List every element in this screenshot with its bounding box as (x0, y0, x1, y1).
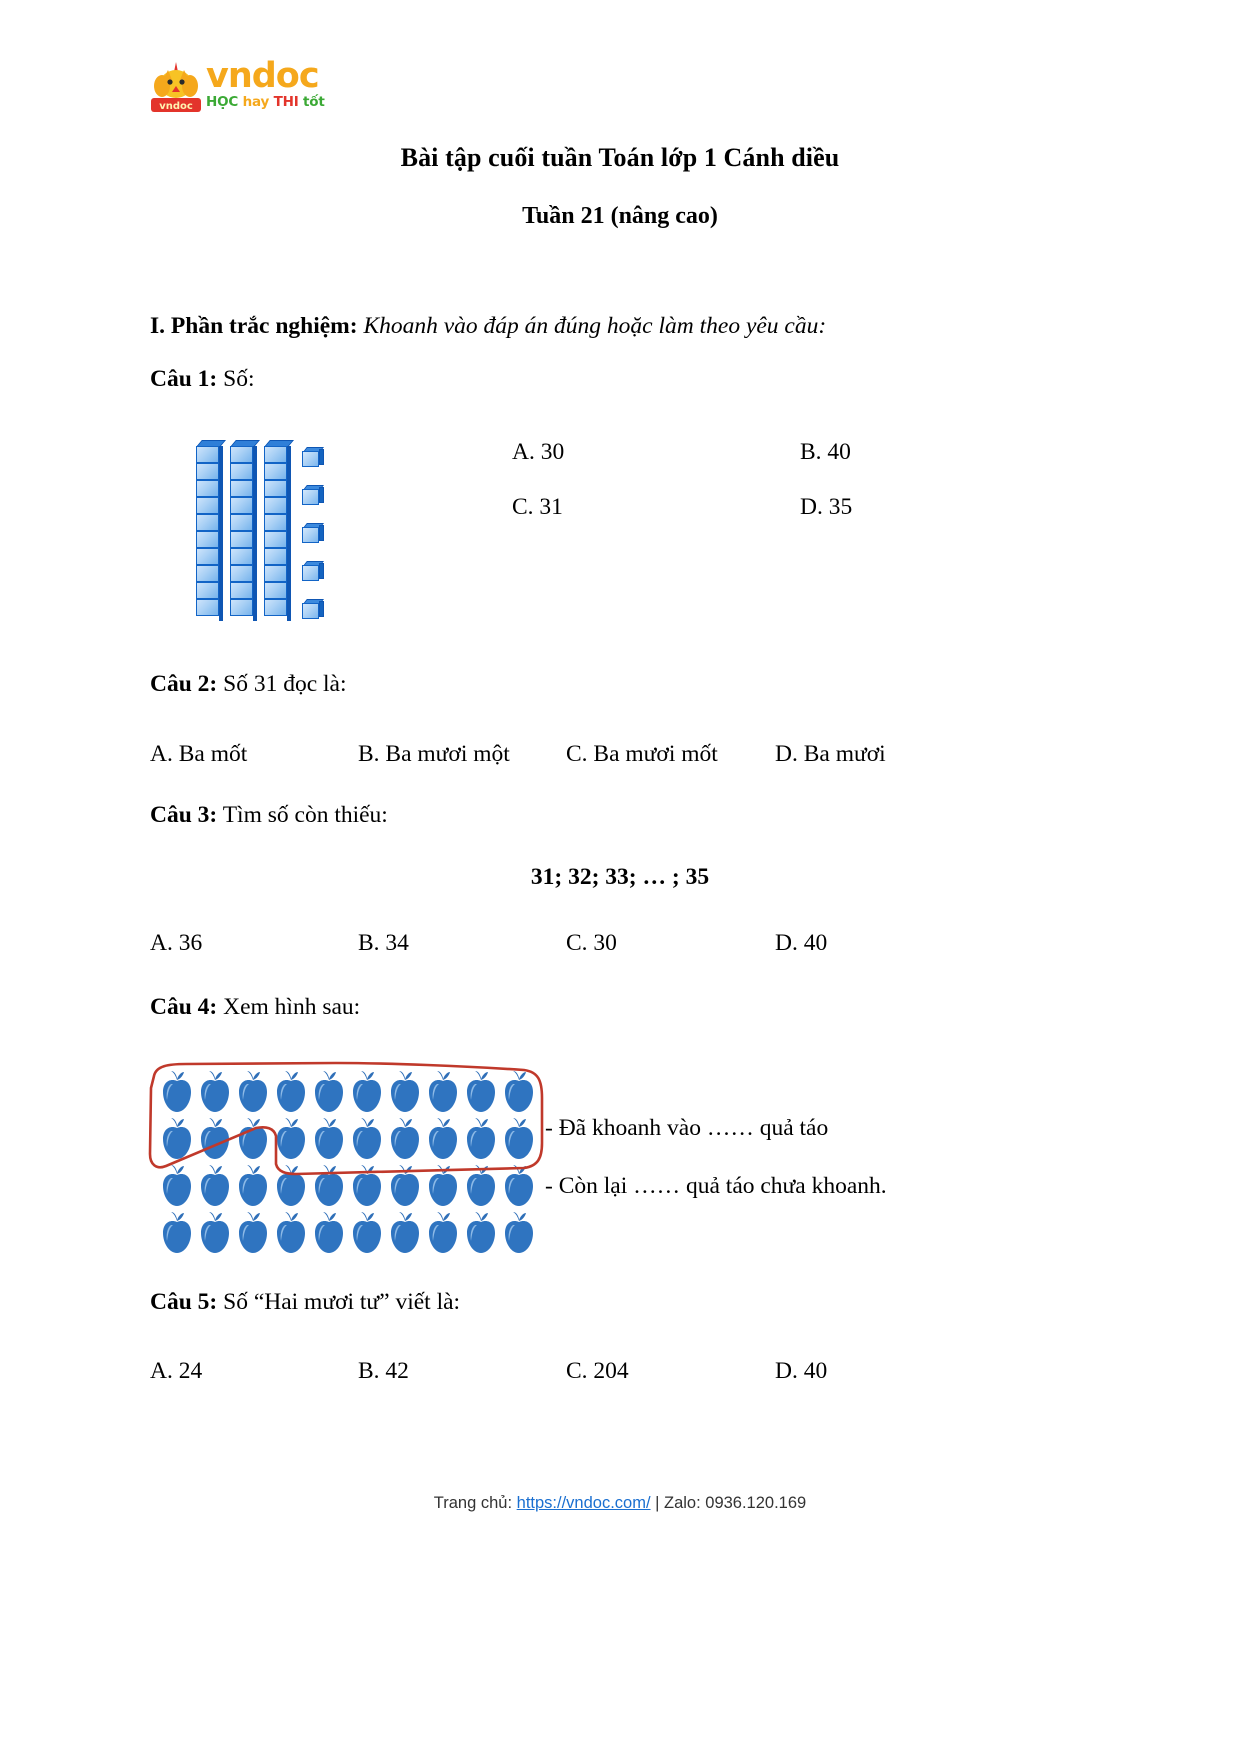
apple-icon (310, 1209, 348, 1256)
question-3-heading (150, 800, 388, 830)
apple-grid (158, 1068, 538, 1256)
question-3-option-c[interactable]: C. 30 (566, 930, 617, 956)
question-1-number: Câu 1: (150, 366, 218, 392)
footer-prefix: Trang chủ: (433, 1494, 517, 1512)
base-ten-blocks-figure (196, 440, 341, 625)
apple-icon (500, 1115, 538, 1162)
question-5-option-a[interactable]: A. 24 (150, 1358, 203, 1384)
rod-cube (230, 548, 253, 565)
apple-icon (310, 1162, 348, 1209)
apple-icon (158, 1068, 196, 1115)
rod-cube (230, 582, 253, 599)
rod-side-face (287, 446, 291, 621)
apple-icon (196, 1209, 234, 1256)
question-5-option-c[interactable]: C. 204 (566, 1358, 629, 1384)
apple-icon (272, 1162, 310, 1209)
cube-side-face (319, 449, 324, 465)
apple-icon (424, 1209, 462, 1256)
rod-cube (196, 565, 219, 582)
tens-rod (264, 446, 291, 621)
question-1-option-d[interactable]: D. 35 (800, 494, 853, 520)
apple-icon (424, 1115, 462, 1162)
question-3-number: Câu 3: (150, 802, 218, 828)
rod-cube (264, 599, 287, 616)
apple-icon (272, 1115, 310, 1162)
question-5-option-b[interactable]: B. 42 (358, 1358, 409, 1384)
tens-rod (196, 446, 223, 621)
unit-cube (302, 523, 325, 543)
unit-cube (302, 447, 325, 467)
section-label: I. Phần trắc nghiệm: (150, 313, 358, 339)
logo-tagline-hoc: HỌC (206, 94, 239, 110)
apple-icon (272, 1209, 310, 1256)
rod-cube (196, 463, 219, 480)
question-2-option-c[interactable]: C. Ba mươi mốt (566, 741, 718, 767)
apple-icon (158, 1209, 196, 1256)
question-5-option-d[interactable]: D. 40 (775, 1358, 828, 1384)
footer-link[interactable]: https://vndoc.com/ (516, 1494, 651, 1512)
rod-cube (230, 565, 253, 582)
question-2-option-d[interactable]: D. Ba mươi (775, 741, 886, 767)
apple-icon (348, 1068, 386, 1115)
page-subtitle: Tuần 21 (nâng cao) (522, 203, 718, 229)
question-3-option-a[interactable]: A. 36 (150, 930, 203, 956)
question-1-prompt: Số: (223, 366, 255, 392)
apple-icon (196, 1115, 234, 1162)
section-heading (150, 311, 826, 341)
page-title: Bài tập cuối tuần Toán lớp 1 Cánh diều (400, 143, 840, 172)
rod-side-face (219, 446, 223, 621)
question-5-number: Câu 5: (150, 1289, 218, 1315)
rod-cube (196, 599, 219, 616)
apple-icon (500, 1162, 538, 1209)
rod-cube (264, 514, 287, 531)
apple-icon (386, 1209, 424, 1256)
apple-icon (462, 1115, 500, 1162)
rod-cube (264, 565, 287, 582)
apple-icon (196, 1162, 234, 1209)
apple-icon (272, 1068, 310, 1115)
cube-side-face (319, 487, 324, 503)
rod-cube (264, 446, 287, 463)
question-1-option-a[interactable]: A. 30 (512, 439, 565, 465)
question-3-option-b[interactable]: B. 34 (358, 930, 409, 956)
apple-icon (234, 1068, 272, 1115)
footer-suffix: | Zalo: 0936.120.169 (650, 1494, 807, 1512)
question-4-blank-2: - Còn lại …… quả táo chưa khoanh. (545, 1173, 887, 1199)
apple-icon (234, 1115, 272, 1162)
question-5-heading (150, 1287, 460, 1317)
rod-cube (230, 531, 253, 548)
rod-cube (196, 514, 219, 531)
apple-icon (158, 1162, 196, 1209)
rod-cube (196, 497, 219, 514)
apple-icon (462, 1209, 500, 1256)
apple-icon (462, 1162, 500, 1209)
rod-cube (264, 531, 287, 548)
apple-icon (424, 1162, 462, 1209)
rod-cube (230, 514, 253, 531)
question-4-heading (150, 992, 360, 1022)
apple-icon (196, 1068, 234, 1115)
apple-icon (386, 1115, 424, 1162)
apple-icon (310, 1115, 348, 1162)
question-3-sequence: 31; 32; 33; … ; 35 (530, 864, 710, 890)
cube-side-face (319, 525, 324, 541)
apple-icon (310, 1068, 348, 1115)
rod-side-face (253, 446, 257, 621)
logo-tagline-tot: tốt (303, 94, 325, 110)
cube-side-face (319, 601, 324, 617)
rod-cube (196, 531, 219, 548)
rod-cube (230, 497, 253, 514)
question-3-option-d[interactable]: D. 40 (775, 930, 828, 956)
cube-front-face (302, 527, 319, 543)
cube-front-face (302, 603, 319, 619)
question-2-option-b[interactable]: B. Ba mươi một (358, 741, 510, 767)
unit-cube (302, 599, 325, 619)
cube-front-face (302, 489, 319, 505)
rod-cube (264, 548, 287, 565)
apple-icon (386, 1068, 424, 1115)
cube-front-face (302, 565, 319, 581)
unit-cube (302, 561, 325, 581)
unit-cube (302, 485, 325, 505)
question-2-heading (150, 669, 347, 699)
section-instruction: Khoanh vào đáp án đúng hoặc làm theo yêu cầu: (363, 313, 827, 339)
rod-cube (196, 548, 219, 565)
rooster-logo-icon (150, 60, 202, 116)
rod-cube (230, 446, 253, 463)
apple-icon (348, 1162, 386, 1209)
logo-badge-text: vndoc (159, 101, 193, 112)
vndoc-logo (150, 58, 350, 120)
question-4-number: Câu 4: (150, 994, 218, 1020)
rod-cube (264, 497, 287, 514)
rod-cube (196, 446, 219, 463)
logo-tagline-thi: THI (273, 94, 299, 110)
tens-rod (230, 446, 257, 621)
question-2-number: Câu 2: (150, 671, 218, 697)
question-4-prompt: Xem hình sau: (223, 994, 361, 1020)
apple-icon (424, 1068, 462, 1115)
logo-wordmark (206, 58, 346, 118)
question-5-prompt: Số “Hai mươi tư” viết là: (223, 1289, 461, 1315)
rod-cube (196, 480, 219, 497)
question-3-prompt: Tìm số còn thiếu: (222, 802, 388, 828)
rod-cube (264, 582, 287, 599)
logo-tagline (206, 94, 346, 110)
question-1-heading (150, 364, 254, 394)
rod-cube (264, 480, 287, 497)
logo-tagline-hay: hay (242, 94, 270, 110)
rod-cube (264, 463, 287, 480)
rod-cube (230, 599, 253, 616)
rod-cube (230, 480, 253, 497)
apple-icon (234, 1209, 272, 1256)
page-footer (0, 1494, 1240, 1513)
apple-grid-figure (158, 1068, 538, 1268)
rod-cube (196, 582, 219, 599)
apple-icon (158, 1115, 196, 1162)
apple-icon (234, 1162, 272, 1209)
apple-icon (462, 1068, 500, 1115)
apple-icon (386, 1162, 424, 1209)
logo-word: vndoc (206, 56, 319, 96)
question-1-option-c[interactable]: C. 31 (512, 494, 563, 520)
apple-icon (500, 1068, 538, 1115)
apple-icon (348, 1209, 386, 1256)
apple-icon (500, 1209, 538, 1256)
apple-icon (348, 1115, 386, 1162)
cube-side-face (319, 563, 324, 579)
question-4-blank-1: - Đã khoanh vào …… quả táo (545, 1115, 829, 1141)
question-1-option-b[interactable]: B. 40 (800, 439, 851, 465)
cube-front-face (302, 451, 319, 467)
rod-cube (230, 463, 253, 480)
question-2-option-a[interactable]: A. Ba mốt (150, 741, 248, 767)
question-2-prompt: Số 31 đọc là: (223, 671, 347, 697)
